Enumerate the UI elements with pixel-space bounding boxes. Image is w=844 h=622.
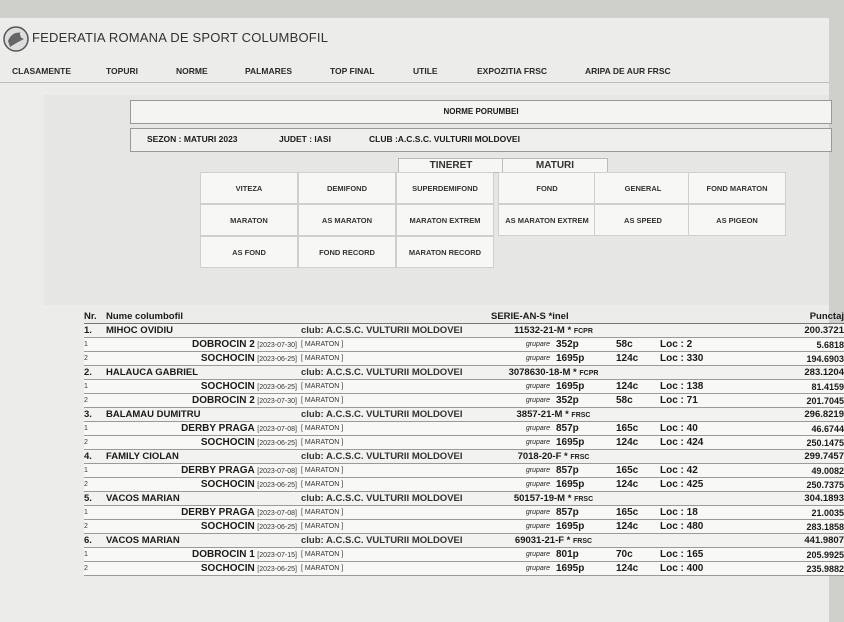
race-cell — [106, 478, 301, 492]
nav-palmares[interactable]: PALMARES — [245, 66, 293, 76]
race-score: 235.9882 — [739, 562, 844, 576]
ring-number: 69031-21-F * — [514, 535, 571, 546]
filter-info-box — [130, 128, 832, 152]
race-pigeons: 1695p — [556, 562, 616, 576]
race-row — [84, 478, 844, 492]
race-date: [2023-07-15] — [257, 552, 297, 559]
ring-number: 50157-19-M * — [513, 493, 572, 504]
race-index: 2 — [84, 478, 106, 492]
table-row — [84, 408, 844, 422]
race-score: 81.4159 — [739, 380, 844, 394]
race-name: DOBROCIN 1 — [191, 549, 255, 560]
header-nr: Nr. — [84, 310, 106, 324]
main-nav — [0, 66, 829, 80]
norm-maraton[interactable]: MARATON — [200, 204, 298, 236]
race-type: [ MARATON ] — [301, 422, 491, 436]
table-row — [84, 492, 844, 506]
ring-cell — [491, 492, 616, 506]
race-index: 2 — [84, 562, 106, 576]
fancier-name[interactable]: HALAUCA GABRIEL — [106, 366, 301, 380]
federation: FRSC — [573, 538, 593, 545]
race-index: 1 — [84, 548, 106, 562]
ring-cell — [491, 450, 616, 464]
race-name: SOCHOCIN — [200, 479, 255, 490]
race-score: 46.6744 — [739, 422, 844, 436]
race-type: [ MARATON ] — [301, 436, 491, 450]
race-place: Loc : 138 — [654, 380, 739, 394]
race-index: 2 — [84, 352, 106, 366]
race-cell — [106, 506, 301, 520]
federation: FCPR — [573, 328, 593, 335]
race-date: [2023-06-25] — [257, 440, 297, 447]
race-pigeons: 857p — [556, 464, 616, 478]
ring-number: 3078630-18-M * — [508, 367, 577, 378]
race-row — [84, 394, 844, 408]
race-row — [84, 464, 844, 478]
norm-superdemifond[interactable]: SUPERDEMIFOND — [396, 172, 494, 204]
race-competitors: 165c — [616, 422, 654, 436]
federation: FRSC — [571, 412, 591, 419]
ring-cell — [491, 534, 616, 548]
tab-tineret[interactable]: TINERET — [398, 158, 504, 173]
fancier-name[interactable]: BALAMAU DUMITRU — [106, 408, 301, 422]
race-name: SOCHOCIN — [200, 353, 255, 364]
race-pigeons: 352p — [556, 394, 616, 408]
race-competitors: 70c — [616, 548, 654, 562]
race-date: [2023-07-30] — [257, 398, 297, 405]
race-score: 283.1858 — [739, 520, 844, 534]
race-type: [ MARATON ] — [301, 464, 491, 478]
nav-expozitia[interactable]: EXPOZITIA FRSC — [477, 66, 548, 76]
total-score: 200.3721 — [739, 324, 844, 338]
brand-title: FEDERATIA ROMANA DE SPORT COLUMBOFIL — [32, 30, 329, 45]
ring-number: 11532-21-M * — [514, 325, 572, 336]
race-competitors: 165c — [616, 506, 654, 520]
race-row — [84, 380, 844, 394]
race-index: 2 — [84, 394, 106, 408]
race-row — [84, 506, 844, 520]
table-row — [84, 450, 844, 464]
race-pigeons: 857p — [556, 506, 616, 520]
race-pigeons: 1695p — [556, 478, 616, 492]
ring-cell — [491, 408, 616, 422]
norm-fond-maraton[interactable]: FOND MARATON — [688, 172, 786, 204]
race-competitors: 58c — [616, 338, 654, 352]
race-name: DERBY PRAGA — [181, 465, 255, 476]
race-index: 1 — [84, 422, 106, 436]
divider — [0, 82, 829, 83]
race-competitors: 124c — [616, 436, 654, 450]
race-row — [84, 338, 844, 352]
race-row — [84, 562, 844, 576]
race-date: [2023-06-25] — [257, 566, 297, 573]
ring-cell — [491, 366, 616, 380]
race-score: 5.6818 — [739, 338, 844, 352]
race-row — [84, 352, 844, 366]
race-competitors: 124c — [616, 562, 654, 576]
nav-top-final[interactable]: TOP FINAL — [330, 66, 375, 76]
race-pigeons: 1695p — [556, 352, 616, 366]
race-date: [2023-07-30] — [257, 342, 297, 349]
club-name: club: A.C.S.C. VULTURII MOLDOVEI — [301, 450, 491, 464]
season-label: SEZON : MATURI 2023 — [147, 134, 238, 144]
norm-maraton-record[interactable]: MARATON RECORD — [396, 236, 494, 268]
entry-nr: 2. — [84, 366, 106, 380]
race-place: Loc : 71 — [654, 394, 739, 408]
grupare-label: grupare — [491, 478, 556, 492]
grupare-label: grupare — [491, 548, 556, 562]
race-row — [84, 436, 844, 450]
race-type: [ MARATON ] — [301, 478, 491, 492]
race-score: 49.0082 — [739, 464, 844, 478]
norm-as-maraton-extrem[interactable]: AS MARATON EXTREM — [498, 204, 596, 236]
entry-nr: 3. — [84, 408, 106, 422]
race-type: [ MARATON ] — [301, 380, 491, 394]
ring-cell — [491, 324, 616, 338]
race-place: Loc : 400 — [654, 562, 739, 576]
race-type: [ MARATON ] — [301, 352, 491, 366]
race-score: 205.9925 — [739, 548, 844, 562]
entry-nr: 5. — [84, 492, 106, 506]
race-place: Loc : 165 — [654, 548, 739, 562]
nav-utile[interactable]: UTILE — [413, 66, 438, 76]
norm-general[interactable]: GENERAL — [594, 172, 692, 204]
race-index: 1 — [84, 464, 106, 478]
county-label: JUDET : IASI — [279, 134, 331, 144]
race-date: [2023-07-08] — [257, 468, 297, 475]
race-competitors: 124c — [616, 380, 654, 394]
grupare-label: grupare — [491, 422, 556, 436]
race-competitors: 58c — [616, 394, 654, 408]
race-row — [84, 520, 844, 534]
race-name: DOBROCIN 2 — [191, 339, 255, 350]
grupare-label: grupare — [491, 338, 556, 352]
fancier-name[interactable]: MIHOC OVIDIU — [106, 324, 301, 338]
header-name: Nume columbofil — [106, 310, 301, 324]
norm-as-speed[interactable]: AS SPEED — [594, 204, 692, 236]
race-name: DERBY PRAGA — [181, 423, 255, 434]
grupare-label: grupare — [491, 562, 556, 576]
entry-nr: 4. — [84, 450, 106, 464]
ring-number: 3857-21-M * — [516, 409, 569, 420]
race-type: [ MARATON ] — [301, 562, 491, 576]
norm-as-fond[interactable]: AS FOND — [200, 236, 298, 268]
race-date: [2023-07-08] — [257, 426, 297, 433]
race-score: 21.0035 — [739, 506, 844, 520]
race-pigeons: 857p — [556, 422, 616, 436]
grupare-label: grupare — [491, 520, 556, 534]
race-pigeons: 1695p — [556, 380, 616, 394]
club-name: club: A.C.S.C. VULTURII MOLDOVEI — [301, 492, 491, 506]
table-row — [84, 534, 844, 548]
norm-demifond[interactable]: DEMIFOND — [298, 172, 396, 204]
race-competitors: 165c — [616, 464, 654, 478]
race-date: [2023-06-25] — [257, 356, 297, 363]
club-name: club: A.C.S.C. VULTURII MOLDOVEI — [301, 324, 491, 338]
fancier-name[interactable]: FAMILY CIOLAN — [106, 450, 301, 464]
section-title-box — [130, 100, 832, 124]
race-name: SOCHOCIN — [200, 437, 255, 448]
race-cell — [106, 422, 301, 436]
race-pigeons: 352p — [556, 338, 616, 352]
header-punctaj: Punctaj — [739, 310, 844, 324]
race-row — [84, 422, 844, 436]
table-row — [84, 324, 844, 338]
race-date: [2023-06-25] — [257, 482, 297, 489]
entry-nr: 6. — [84, 534, 106, 548]
nav-norme[interactable]: NORME — [176, 66, 208, 76]
race-index: 2 — [84, 520, 106, 534]
ring-number: 7018-20-F * — [517, 451, 568, 462]
race-score: 250.7375 — [739, 478, 844, 492]
race-place: Loc : 330 — [654, 352, 739, 366]
race-cell — [106, 520, 301, 534]
race-name: DOBROCIN 2 — [191, 395, 255, 406]
club-name: club: A.C.S.C. VULTURII MOLDOVEI — [301, 408, 491, 422]
nav-aripa-de-aur[interactable]: ARIPA DE AUR FRSC — [585, 66, 671, 76]
race-cell — [106, 436, 301, 450]
race-name: SOCHOCIN — [200, 563, 255, 574]
header-serie: SERIE-AN-S *inel — [491, 310, 616, 324]
race-competitors: 124c — [616, 352, 654, 366]
race-type: [ MARATON ] — [301, 548, 491, 562]
grupare-label: grupare — [491, 436, 556, 450]
entry-nr: 1. — [84, 324, 106, 338]
race-name: SOCHOCIN — [200, 381, 255, 392]
race-place: Loc : 480 — [654, 520, 739, 534]
race-cell — [106, 338, 301, 352]
grupare-label: grupare — [491, 506, 556, 520]
norm-fond[interactable]: FOND — [498, 172, 596, 204]
race-pigeons: 1695p — [556, 436, 616, 450]
fancier-name[interactable]: VACOS MARIAN — [106, 534, 301, 548]
race-place: Loc : 2 — [654, 338, 739, 352]
race-place: Loc : 40 — [654, 422, 739, 436]
race-name: DERBY PRAGA — [181, 507, 255, 518]
race-competitors: 124c — [616, 520, 654, 534]
race-type: [ MARATON ] — [301, 520, 491, 534]
race-date: [2023-07-08] — [257, 510, 297, 517]
total-score: 299.7457 — [739, 450, 844, 464]
norm-as-pigeon[interactable]: AS PIGEON — [688, 204, 786, 236]
total-score: 283.1204 — [739, 366, 844, 380]
club-label: CLUB :A.C.S.C. VULTURII MOLDOVEI — [369, 134, 520, 144]
race-index: 2 — [84, 436, 106, 450]
race-type: [ MARATON ] — [301, 338, 491, 352]
total-score: 296.8219 — [739, 408, 844, 422]
race-score: 194.6903 — [739, 352, 844, 366]
total-score: 441.9807 — [739, 534, 844, 548]
race-index: 1 — [84, 338, 106, 352]
tab-maturi[interactable]: MATURI — [502, 158, 608, 173]
nav-topuri[interactable]: TOPURI — [106, 66, 138, 76]
race-score: 201.7045 — [739, 394, 844, 408]
race-pigeons: 1695p — [556, 520, 616, 534]
club-name: club: A.C.S.C. VULTURII MOLDOVEI — [301, 534, 491, 548]
race-pigeons: 801p — [556, 548, 616, 562]
table-row — [84, 366, 844, 380]
grupare-label: grupare — [491, 394, 556, 408]
section-title: NORME PORUMBEI — [443, 107, 519, 116]
fancier-name[interactable]: VACOS MARIAN — [106, 492, 301, 506]
table-header — [84, 310, 844, 324]
norm-viteza[interactable]: VITEZA — [200, 172, 298, 204]
grupare-label: grupare — [491, 380, 556, 394]
race-place: Loc : 42 — [654, 464, 739, 478]
race-cell — [106, 562, 301, 576]
race-type: [ MARATON ] — [301, 506, 491, 520]
race-place: Loc : 425 — [654, 478, 739, 492]
federation: FRSC — [574, 496, 594, 503]
race-date: [2023-06-25] — [257, 384, 297, 391]
club-name: club: A.C.S.C. VULTURII MOLDOVEI — [301, 366, 491, 380]
race-cell — [106, 352, 301, 366]
race-cell — [106, 394, 301, 408]
race-place: Loc : 424 — [654, 436, 739, 450]
norm-fond-record[interactable]: FOND RECORD — [298, 236, 396, 268]
race-type: [ MARATON ] — [301, 394, 491, 408]
race-date: [2023-06-25] — [257, 524, 297, 531]
race-index: 1 — [84, 380, 106, 394]
race-cell — [106, 380, 301, 394]
grupare-label: grupare — [491, 352, 556, 366]
race-place: Loc : 18 — [654, 506, 739, 520]
race-name: SOCHOCIN — [200, 521, 255, 532]
grupare-label: grupare — [491, 464, 556, 478]
race-index: 1 — [84, 506, 106, 520]
race-cell — [106, 464, 301, 478]
pigeon-logo-icon — [2, 25, 30, 53]
norm-maraton-extrem[interactable]: MARATON EXTREM — [396, 204, 494, 236]
norm-as-maraton[interactable]: AS MARATON — [298, 204, 396, 236]
race-score: 250.1475 — [739, 436, 844, 450]
federation: FRSC — [570, 454, 590, 461]
total-score: 304.1893 — [739, 492, 844, 506]
race-competitors: 124c — [616, 478, 654, 492]
results-table — [84, 310, 844, 576]
federation: FCPR — [579, 370, 599, 377]
race-cell — [106, 548, 301, 562]
race-row — [84, 548, 844, 562]
nav-clasamente[interactable]: CLASAMENTE — [12, 66, 72, 76]
